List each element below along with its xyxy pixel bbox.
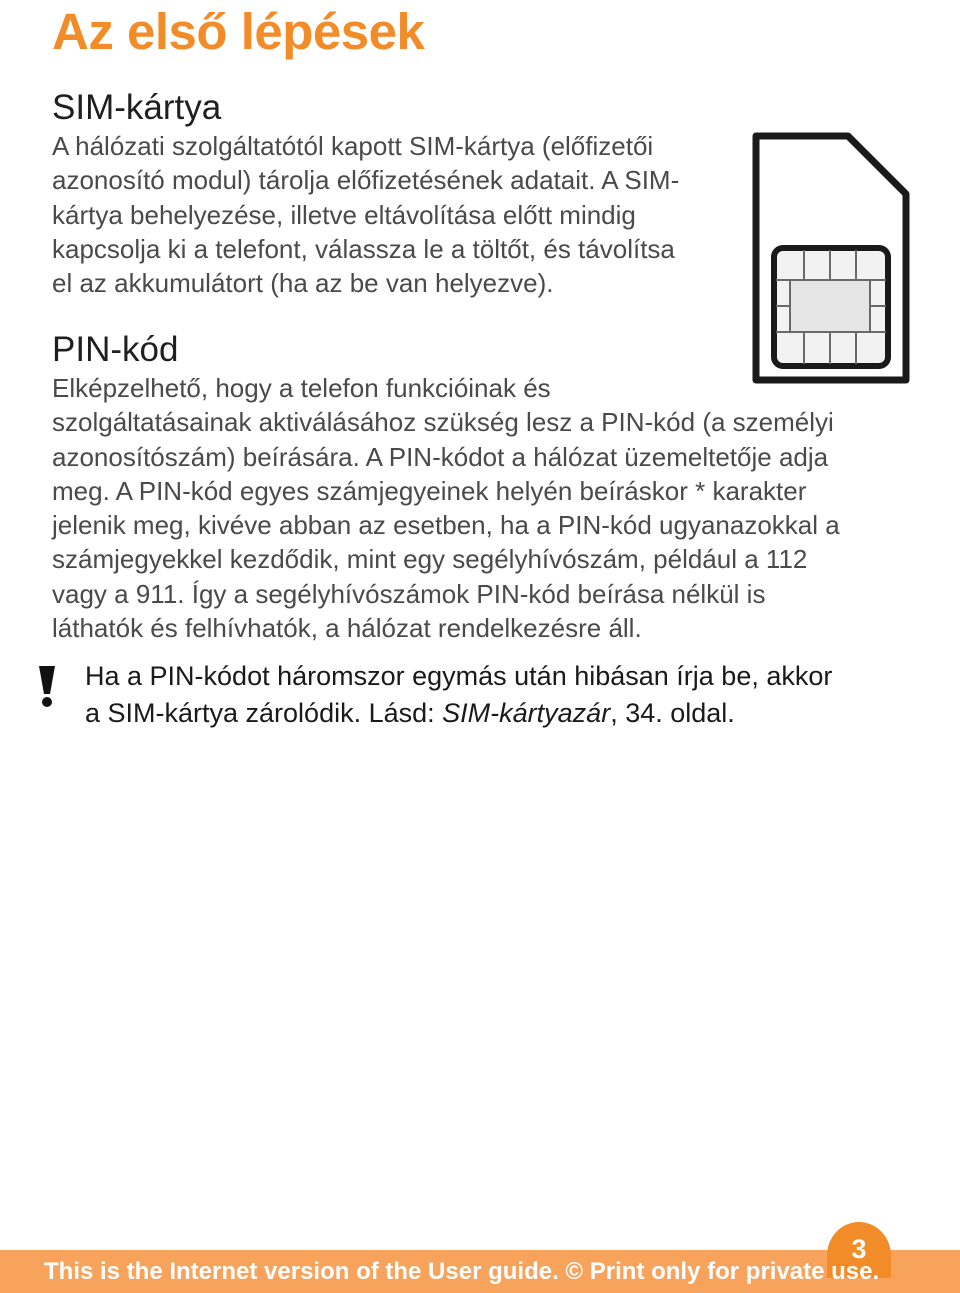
sim-card-paragraph bbox=[52, 129, 752, 300]
pin-text-line: szolgáltatásainak aktiválásához szükség lesz a PIN-kód (a személyi bbox=[52, 407, 834, 438]
pin-text-line: vagy a 911. Így a segélyhívószámok PIN-kód beírása nélkül is bbox=[52, 578, 766, 609]
warning-text-after: , 34. oldal. bbox=[610, 698, 735, 728]
pin-code-paragraph bbox=[52, 371, 932, 645]
pin-code-heading: PIN-kód bbox=[52, 330, 179, 369]
warning-note bbox=[85, 658, 832, 732]
warning-text-before: a SIM-kártya zárolódik. Lásd: bbox=[85, 698, 443, 728]
sim-text-line: kapcsolja ki a telefont, válassza le a töltőt, és távolítsa bbox=[52, 233, 675, 264]
sim-text-line: kártya behelyezése, illetve eltávolítása előtt mindig bbox=[52, 199, 636, 230]
sim-lock-reference[interactable]: SIM-kártyazár bbox=[442, 698, 611, 728]
page-title: Az első lépések bbox=[52, 3, 425, 60]
pin-text-line: meg. A PIN-kód egyes számjegyeinek helyén beíráskor * karakter bbox=[52, 475, 807, 506]
sim-card-icon bbox=[748, 128, 914, 390]
pin-text-line: jelenik meg, kivéve abban az esetben, ha a PIN-kód ugyanazokkal a bbox=[52, 510, 840, 541]
pin-text-line: Elképzelhető, hogy a telefon funkcióinak és bbox=[52, 373, 551, 403]
warning-line-1: Ha a PIN-kódot háromszor egymás után hibásan írja be, akkor bbox=[85, 661, 833, 691]
sim-card-heading: SIM-kártya bbox=[52, 88, 222, 127]
footer-notice: This is the Internet version of the User guide. © Print only for private use. bbox=[44, 1258, 880, 1285]
pin-text-line: számjegyekkel kezdődik, mint egy segélyhívószám, például a 112 bbox=[52, 544, 808, 575]
warning-line-2 bbox=[85, 695, 832, 732]
exclamation-icon bbox=[36, 664, 58, 708]
pin-text-line: láthatók és felhívhatók, a hálózat rendelkezésre áll. bbox=[52, 613, 642, 644]
sim-text-line: A hálózati szolgáltatótól kapott SIM-kártya (előfizetői bbox=[52, 131, 654, 161]
page-number: 3 bbox=[851, 1234, 867, 1264]
sim-text-line: el az akkumulátort (ha az be van helyezve). bbox=[52, 268, 554, 299]
sim-text-line: azonosító modul) tárolja előfizetésének adatait. A SIM- bbox=[52, 165, 680, 196]
pin-text-line: azonosítószám) beírására. A PIN-kódot a hálózat üzemeltetője adja bbox=[52, 441, 829, 472]
